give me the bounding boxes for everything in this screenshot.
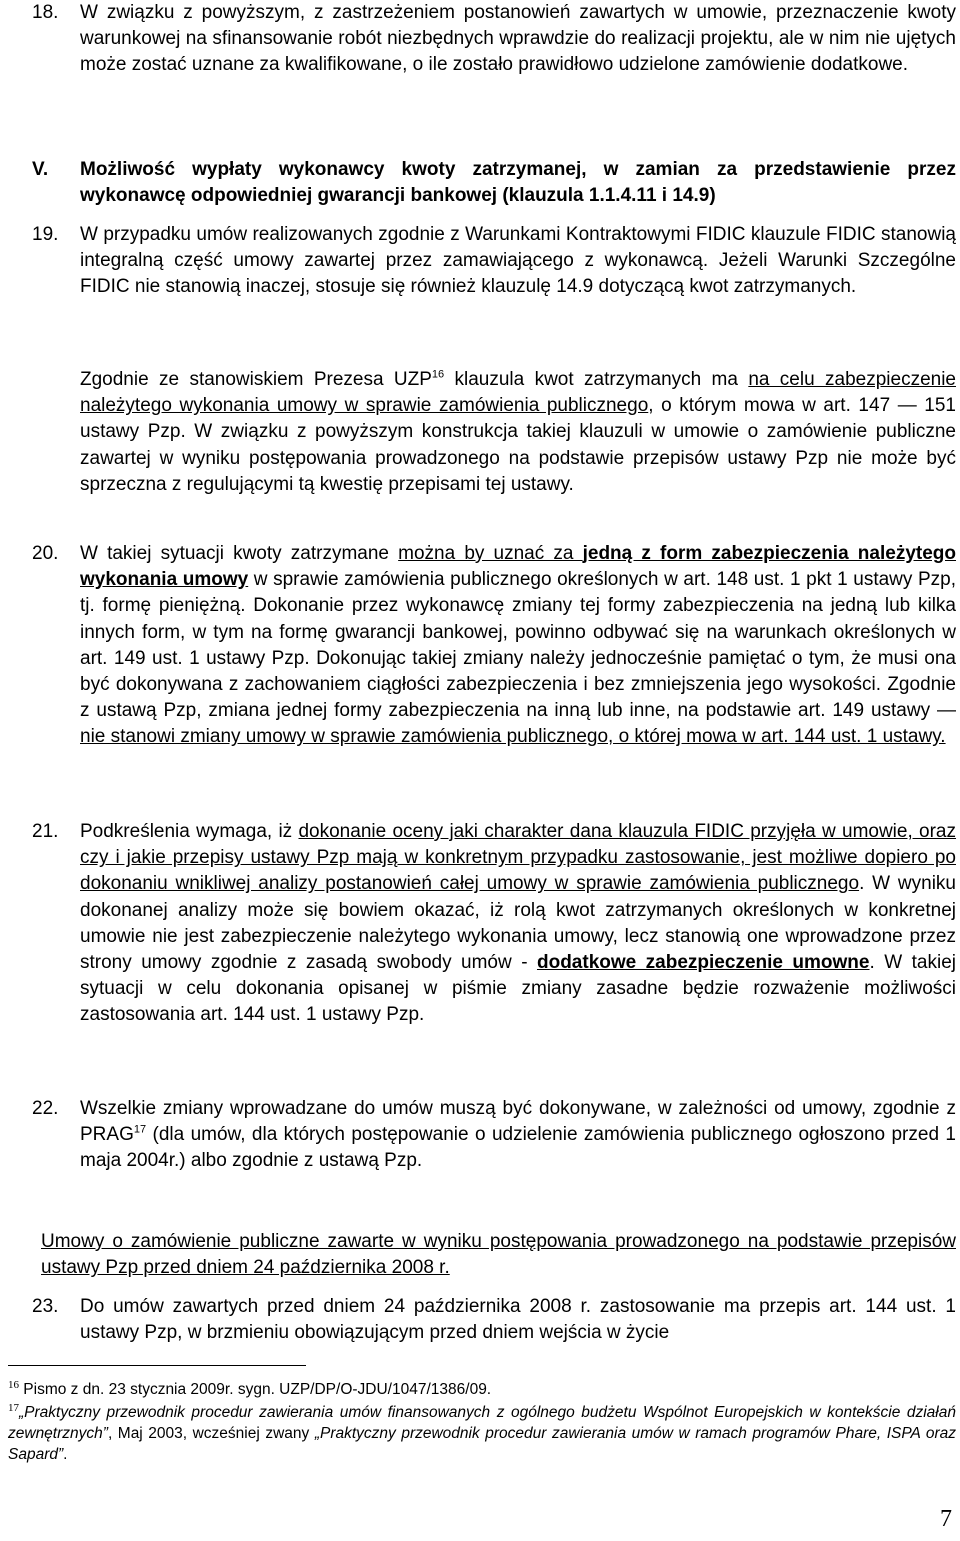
heading-text: Umowy o zamówienie publiczne zawarte w wyniku postępowania prowadzonego na podstawie przepisów ustawy Pzp przed dniem 24 października 2008 r.: [41, 1231, 956, 1279]
text-segment: (dla umów, dla których postępowanie o udzielenie zamówienia publicznego ogłoszono przed 1 maja 2004r.) albo zgodnie z ustawą Pzp.: [80, 1124, 956, 1172]
footnote-text: Pismo z dn. 23 stycznia 2009r. sygn. UZP/DP/O-JDU/1047/1386/09.: [19, 1381, 492, 1398]
paragraph-18: [32, 0, 956, 79]
text-segment: Zgodnie ze stanowiskiem Prezesa UZP: [80, 369, 432, 390]
footnote-separator: [8, 1365, 306, 1366]
footnote-mark: 17: [8, 1401, 19, 1414]
section-number: V.: [32, 159, 49, 180]
text-segment: klauzula kwot zatrzymanych ma: [444, 369, 749, 390]
footnote-italic-text: „Praktyczny przewodnik procedur zawierania umów w ramach programów Phare, ISPA oraz Sapard”: [8, 1425, 956, 1463]
paragraph-number: 22.: [32, 1098, 59, 1119]
paragraph-number: 21.: [32, 821, 59, 842]
footnote-16: [8, 1379, 956, 1400]
footnote-ref-16[interactable]: 16: [431, 368, 445, 381]
paragraph-22: [32, 1096, 956, 1175]
text-segment: , o którym mowa w art. 147 — 151 ustawy Pzp. W związku z powyższym konstrukcja takiej klauzuli w umowie o zamówienie publiczne zawartej w wyniku postępowania prowadzonego na podstawie przepisów ustawy Pzp nie może być sprzeczna z regulującymi tą kwestię przepisami tej ustawy.: [80, 395, 956, 495]
footnote-17: [8, 1402, 956, 1465]
text-segment: W takiej sytuacji kwoty zatrzymane: [80, 543, 399, 564]
underlined-text: nie stanowi zmiany umowy w sprawie zamówienia publicznego, o której mowa w art. 144 ust. 1 ustawy.: [80, 726, 946, 748]
section-heading-v: [32, 157, 956, 209]
footnote-italic-text: „Praktyczny przewodnik procedur zawierania umów finansowanych z ogólnego budżetu Wspólnot Europejskich w kontekście działań zewnętrznych”: [8, 1404, 956, 1442]
paragraph-19: [32, 222, 956, 301]
paragraph-20: [32, 541, 957, 751]
bold-underlined-text: dodatkowe zabezpieczenie umowne: [536, 952, 870, 974]
paragraph-text: Do umów zawartych przed dniem 24 października 2008 r. zastosowanie ma przepis art. 144 ust. 1 ustawy Pzp, w brzmieniu obowiązującym przed dniem wejścia w życie: [80, 1296, 956, 1344]
paragraph-text: W związku z powyższym, z zastrzeżeniem postanowień zawartych w umowie, przeznaczenie kwoty warunkowej na sfinansowanie robót niezbędnych wprawdzie do realizacji projektu, ale w nim nie ujętych może zostać uznane za kwalifikowane, o ile zostało prawidłowo udzielone zamówienie dodatkowe.: [80, 2, 956, 76]
footnote-text: .: [63, 1446, 68, 1463]
text-segment: Podkreślenia wymaga, iż: [80, 821, 299, 842]
section-heading-umowy: [41, 1229, 956, 1281]
paragraph-number: 23.: [32, 1296, 59, 1317]
paragraph-23: [32, 1294, 956, 1346]
text-segment: . W wyniku dokonanej analizy może się bowiem okazać, iż rolą kwot zatrzymanych określonych w konkretnej umowie nie jest zabezpieczenie należytego wykonania umowy, lecz stanowią one wprowadzone przez strony umowy zgodnie z zasadą swobody umów -: [80, 873, 956, 974]
underlined-text: dokonanie oceny jaki charakter dana klauzula FIDIC przyjęła w umowie, oraz czy i jakie przepisy ustawy Pzp mają w konkretnym przypadku zastosowanie, jest możliwe dopiero po dokonaniu wnikliwej analizy postanowień całej umowy w sprawie zamówienia publicznego: [80, 821, 957, 895]
paragraph-number: 20.: [32, 543, 59, 564]
text-segment: Wszelkie zmiany wprowadzane do umów muszą być dokonywane, w zależności od umowy, zgodnie z PRAG: [80, 1098, 956, 1146]
footnote-mark: 16: [8, 1378, 19, 1391]
page-number: 7: [940, 1506, 952, 1532]
underlined-text: na celu zabezpieczenie należytego wykonania umowy w sprawie zamówienia publicznego: [80, 369, 956, 417]
text-segment: w sprawie zamówienia publicznego określonych w art. 148 ust. 1 pkt 1 ustawy Pzp, tj. formę pieniężną. Dokonanie przez wykonawcę zmiany tej formy zabezpieczenia na jedną lub kilka innych form, w tym na formę gwarancji bankowej, powinno odbywać się na warunkach określonych w art. 149 ust. 1 ustawy Pzp. Dokonując takiej zmiany należy jednocześnie pamiętać o tym, że musi ona być dokonywana z zachowaniem ciągłości zabezpieczenia i bez zmniejszenia jego wysokości. Zgodnie z ustawą Pzp, zmiana jednej formy zabezpieczenia na inną lub inne, na podstawie art. 149 ustawy —: [80, 569, 957, 722]
section-title: Możliwość wypłaty wykonawcy kwoty zatrzymanej, w zamian za przedstawienie przez wykonawcę odpowiedniej gwarancji bankowej (klauzula 1.1.4.11 i 14.9): [80, 159, 956, 207]
footnote-text: , Maj 2003, wcześniej zwany: [107, 1425, 315, 1442]
paragraph-19-continuation: [80, 367, 956, 498]
footnote-ref-17[interactable]: 17: [133, 1123, 147, 1136]
paragraph-21: [32, 819, 957, 1029]
underlined-text: można by uznać za: [398, 543, 583, 564]
paragraph-text: W przypadku umów realizowanych zgodnie z Warunkami Kontraktowymi FIDIC klauzule FIDIC stanowią integralną część umowy zawartej przez zamawiającego z wykonawcą. Jeżeli Warunki Szczególne FIDIC nie stanowią inaczej, stosuje się również klauzulę 14.9 dotyczącą kwot zatrzymanych.: [80, 224, 956, 298]
text-segment: . W takiej sytuacji w celu dokonania opisanej w piśmie zmiany zasadne będzie rozważenie możliwości zastosowania art. 144 ust. 1 ustawy Pzp.: [80, 952, 957, 1026]
paragraph-number: 19.: [32, 224, 59, 245]
bold-underlined-text: jedną z form zabezpieczenia należytego wykonania umowy: [80, 543, 956, 591]
paragraph-number: 18.: [32, 2, 59, 23]
